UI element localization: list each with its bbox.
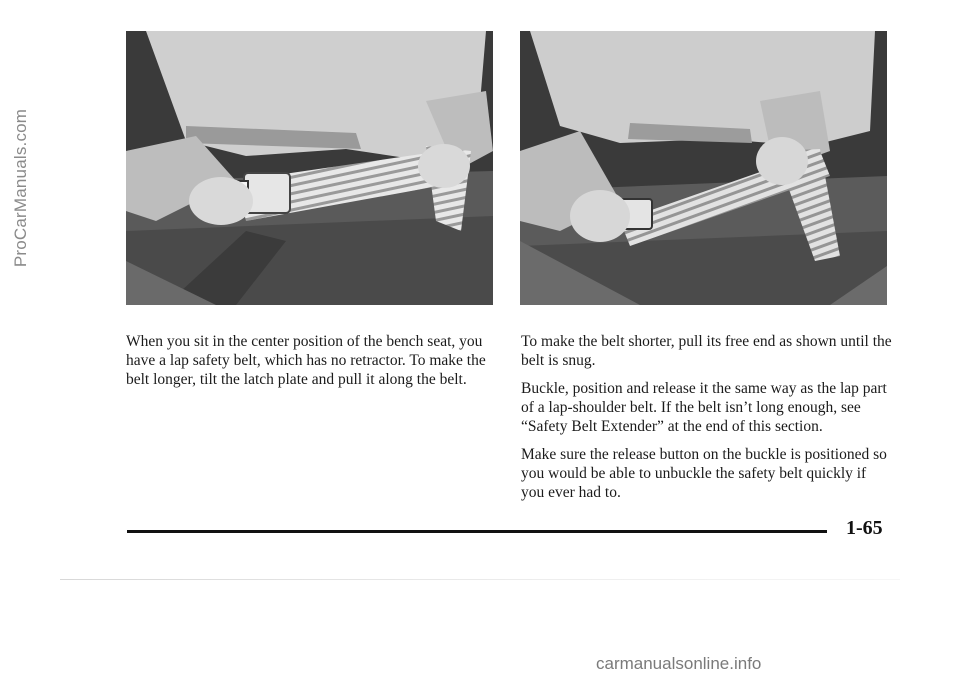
lap-belt-lengthen-illustration	[126, 31, 493, 305]
left-column-text	[126, 332, 494, 398]
side-watermark	[6, 8, 36, 368]
page-number: 1-65	[846, 517, 883, 539]
right-column-text	[521, 332, 893, 511]
side-watermark-text: ProCarManuals.com	[11, 108, 30, 268]
lap-belt-shorten-photo	[520, 31, 887, 305]
lap-belt-shorten-illustration	[520, 31, 887, 305]
footer-watermark: carmanualsonline.info	[596, 654, 762, 673]
shorten-belt-paragraph: To make the belt shorter, pull its free end as shown until the belt is snug.	[521, 333, 892, 369]
footer-divider	[127, 530, 827, 533]
center-seat-lap-belt-paragraph: When you sit in the center position of the bench seat, you have a lap safety belt, which has no retractor. To make the belt longer, tilt the latch plate and pull it along the belt.	[126, 333, 486, 388]
buckle-release-paragraph: Buckle, position and release it the same way as the lap part of a lap-shoulder belt. If the belt isn’t long enough, see “Safety Belt Extender” at the end of this section.	[521, 380, 887, 435]
release-button-paragraph: Make sure the release button on the buckle is positioned so you would be able to unbuckle the safety belt quickly if you ever had to.	[521, 446, 887, 501]
lap-belt-lengthen-photo	[126, 31, 493, 305]
scan-edge-line	[60, 579, 900, 580]
